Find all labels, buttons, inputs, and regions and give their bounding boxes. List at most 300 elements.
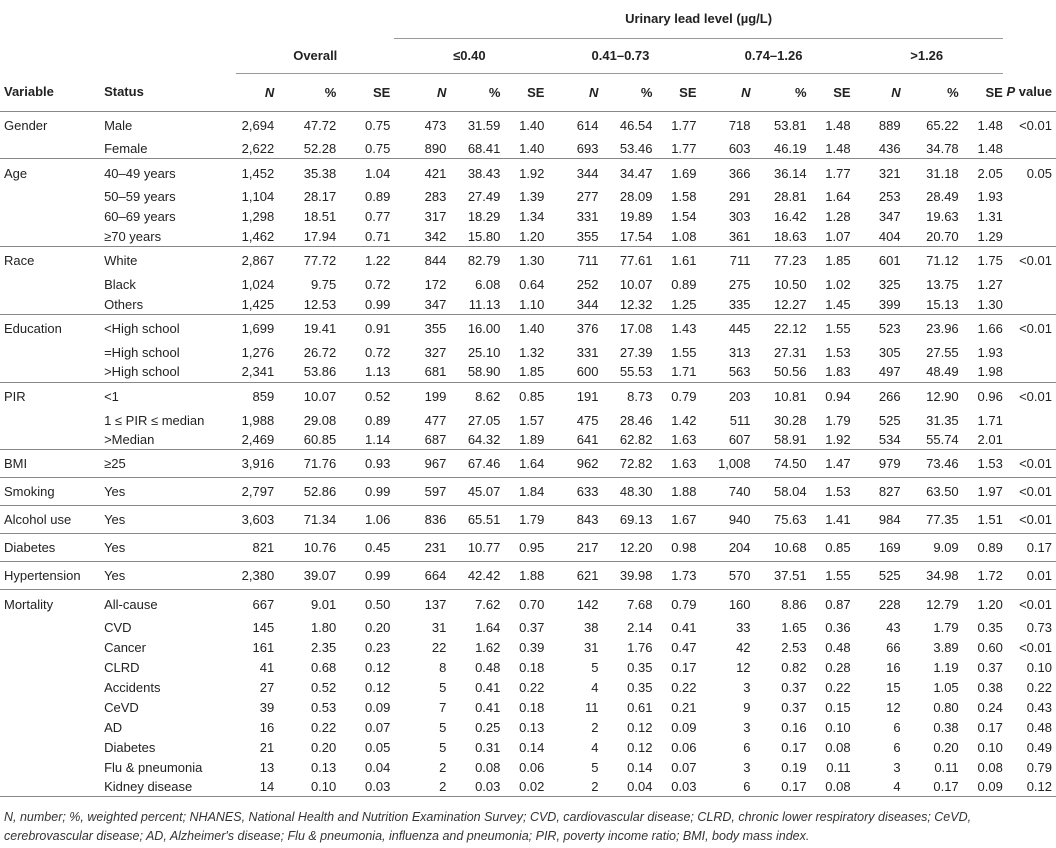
value-cell: 0.91: [336, 314, 394, 342]
value-cell: 2,341: [241, 364, 275, 380]
table-row: [0, 294, 1056, 314]
value-cell: 10.07: [619, 277, 653, 292]
value-cell: 38.43: [446, 159, 500, 187]
value-cell: 4: [591, 680, 599, 696]
value-cell: 9.01: [274, 590, 336, 618]
value-cell: 601: [851, 247, 901, 275]
p-value-cell: 0.12: [1003, 777, 1056, 797]
p-value-col-header: P value: [1006, 84, 1052, 100]
table-row: [0, 590, 1056, 618]
value-cell: 436: [878, 141, 901, 157]
value-cell: 1.06: [336, 506, 394, 534]
value-cell: 73.46: [901, 450, 959, 478]
value-cell: 8: [439, 660, 447, 676]
value-cell: 1.73: [652, 562, 696, 590]
value-cell: 0.22: [310, 719, 337, 735]
value-cell: 0.22: [825, 680, 851, 696]
value-cell: 1.92: [825, 432, 851, 448]
value-cell: 1,699: [236, 314, 274, 342]
value-cell: 28.09: [619, 189, 653, 205]
variable-cell: PIR: [0, 382, 104, 410]
value-cell: 0.09: [671, 719, 697, 735]
value-cell: 22.12: [751, 314, 807, 342]
value-cell: 0.12: [627, 719, 653, 735]
value-cell: 0.24: [977, 699, 1003, 715]
value-cell: 58.91: [774, 432, 807, 448]
variable-cell: BMI: [0, 450, 104, 478]
value-cell: 27.31: [774, 344, 807, 360]
value-cell: 1,276: [241, 344, 275, 360]
value-cell: 0.85: [500, 382, 544, 410]
value-cell: 0.94: [807, 382, 851, 410]
table-row: [0, 562, 1056, 590]
value-cell: 0.99: [365, 296, 391, 312]
value-cell: 347: [424, 296, 447, 312]
value-cell: 0.28: [825, 660, 851, 676]
value-cell: 0.89: [671, 277, 697, 292]
value-cell: 1.42: [671, 412, 697, 428]
variable-cell: [0, 275, 104, 295]
status-cell: Diabetes: [104, 739, 156, 755]
table-body: [0, 111, 1056, 797]
value-cell: 1.31: [977, 209, 1003, 225]
status-cell: CLRD: [104, 660, 140, 676]
value-cell: 0.13: [310, 759, 337, 775]
p-value-cell: [1003, 430, 1056, 450]
value-cell: 327: [424, 344, 447, 360]
value-cell: 2,694: [241, 117, 275, 133]
value-cell: 1.85: [807, 247, 851, 275]
status-cell: 60–69 years: [104, 209, 176, 225]
value-cell: 511: [729, 412, 751, 428]
value-cell: 0.89: [959, 534, 1003, 562]
p-value-cell: [1003, 187, 1056, 207]
value-cell: 1,008: [697, 450, 751, 478]
status-cell: CeVD: [104, 699, 139, 715]
value-cell: 621: [544, 562, 598, 590]
se-col-header: SE: [679, 84, 697, 100]
value-cell: 27.39: [619, 344, 653, 360]
value-cell: 9.75: [310, 277, 337, 292]
value-cell: 23.96: [901, 314, 959, 342]
p-value-cell: [1003, 410, 1056, 430]
value-cell: 1.88: [652, 478, 696, 506]
value-cell: 231: [394, 534, 446, 562]
value-cell: 161: [252, 640, 275, 656]
value-cell: 8.73: [598, 382, 652, 410]
table-row: [0, 450, 1056, 478]
variable-col-header: Variable: [4, 84, 54, 100]
value-cell: 0.31: [475, 739, 501, 755]
value-cell: 27: [259, 680, 275, 696]
value-cell: 3: [743, 759, 751, 775]
status-cell: White: [104, 247, 236, 275]
value-cell: 1.88: [500, 562, 544, 590]
p-value-cell: [1003, 139, 1056, 159]
value-cell: 0.03: [336, 777, 394, 797]
variable-cell: [0, 187, 104, 207]
value-cell: 1,988: [241, 412, 275, 428]
value-cell: 0.17: [751, 777, 807, 797]
value-cell: 17.08: [598, 314, 652, 342]
value-cell: 253: [878, 189, 901, 205]
value-cell: 64.32: [467, 432, 501, 448]
value-cell: 303: [728, 209, 751, 225]
value-cell: 1.93: [977, 344, 1003, 360]
value-cell: 38: [583, 620, 599, 636]
value-cell: 3,603: [236, 506, 274, 534]
value-cell: 1.22: [336, 247, 394, 275]
value-cell: 2.35: [310, 640, 337, 656]
value-cell: 1.80: [310, 620, 337, 636]
value-cell: 31: [431, 620, 447, 636]
variable-cell: [0, 737, 104, 757]
value-cell: 8.86: [751, 590, 807, 618]
value-cell: 1.47: [807, 450, 851, 478]
value-cell: 7.62: [446, 590, 500, 618]
value-cell: 0.68: [310, 660, 337, 676]
variable-cell: Alcohol use: [0, 506, 104, 534]
variable-cell: [0, 342, 104, 362]
p-value-cell: <0.01: [1003, 247, 1056, 275]
value-cell: 27.05: [467, 412, 501, 428]
value-cell: 0.47: [671, 640, 697, 656]
status-col-header: Status: [104, 84, 144, 100]
value-cell: 1.71: [977, 412, 1003, 428]
value-cell: 967: [394, 450, 446, 478]
value-cell: 39: [259, 699, 275, 715]
value-cell: 53.81: [774, 117, 807, 133]
value-cell: 1,462: [241, 228, 275, 244]
value-cell: 2.01: [977, 432, 1003, 448]
status-cell: Yes: [104, 534, 236, 562]
value-cell: 0.12: [627, 739, 653, 755]
value-cell: 10.77: [446, 534, 500, 562]
value-cell: 42.42: [446, 562, 500, 590]
value-cell: 2: [591, 719, 599, 735]
value-cell: 1.48: [825, 117, 851, 133]
table-row: [0, 478, 1056, 506]
table-row: [0, 430, 1056, 450]
n-col-header: N: [436, 84, 447, 100]
value-cell: 1.28: [825, 209, 851, 225]
value-cell: 13.75: [926, 277, 959, 292]
value-cell: 4: [851, 777, 901, 797]
value-cell: 0.19: [781, 759, 807, 775]
value-cell: 65.22: [926, 117, 959, 133]
value-cell: 12: [736, 660, 751, 676]
status-cell: <High school: [104, 314, 236, 342]
value-cell: 0.37: [977, 660, 1003, 676]
value-cell: 0.22: [519, 680, 545, 696]
value-cell: 0.61: [627, 699, 653, 715]
value-cell: 1.45: [825, 296, 851, 312]
value-cell: 19.41: [274, 314, 336, 342]
value-cell: 711: [697, 247, 751, 275]
value-cell: 27.55: [926, 344, 959, 360]
table-row: [0, 757, 1056, 777]
value-cell: 473: [424, 117, 447, 133]
value-cell: 1.41: [807, 506, 851, 534]
value-cell: 33: [736, 620, 751, 636]
value-cell: 47.72: [303, 117, 337, 133]
p-value-cell: <0.01: [1003, 314, 1056, 342]
value-cell: 142: [544, 590, 598, 618]
value-cell: 1.61: [652, 247, 696, 275]
status-cell: Flu & pneumonia: [104, 759, 203, 775]
value-cell: 0.82: [781, 660, 807, 676]
pct-col-header: %: [947, 84, 959, 100]
value-cell: 335: [728, 296, 751, 312]
value-cell: 1,024: [241, 277, 275, 292]
value-cell: 979: [851, 450, 901, 478]
value-cell: 0.04: [598, 777, 652, 797]
header-row-subgroups: [0, 38, 1056, 73]
variable-cell: [0, 717, 104, 737]
value-cell: 0.13: [519, 719, 545, 735]
value-cell: 3: [743, 719, 751, 735]
value-cell: 0.37: [781, 680, 807, 696]
value-cell: 0.21: [671, 699, 697, 715]
value-cell: 2: [394, 777, 446, 797]
value-cell: 1.63: [671, 432, 697, 448]
p-value-cell: 0.43: [1026, 699, 1052, 715]
value-cell: 2.53: [781, 640, 807, 656]
table-row: [0, 207, 1056, 227]
value-cell: 1.04: [336, 159, 394, 187]
value-cell: 890: [424, 141, 447, 157]
variable-cell: Hypertension: [0, 562, 104, 590]
value-cell: 6: [893, 739, 901, 755]
value-cell: 71.12: [901, 247, 959, 275]
value-cell: 607: [728, 432, 751, 448]
value-cell: 10.68: [751, 534, 807, 562]
value-cell: 0.20: [365, 620, 391, 636]
value-cell: 27.49: [467, 189, 501, 205]
value-cell: 50.56: [774, 364, 807, 380]
value-cell: 2,380: [236, 562, 274, 590]
value-cell: 0.11: [934, 759, 959, 775]
table-row: [0, 717, 1056, 737]
value-cell: 711: [544, 247, 598, 275]
value-cell: 331: [576, 344, 599, 360]
value-cell: 252: [576, 277, 599, 292]
value-cell: 5: [439, 739, 447, 755]
value-cell: 1.77: [807, 159, 851, 187]
value-cell: 563: [728, 364, 751, 380]
value-cell: 4: [591, 739, 599, 755]
value-cell: 69.13: [598, 506, 652, 534]
p-value-cell: 0.73: [1026, 620, 1052, 636]
value-cell: 0.14: [627, 759, 653, 775]
status-cell: <1: [104, 382, 236, 410]
value-cell: 2: [439, 759, 447, 775]
value-cell: 77.35: [901, 506, 959, 534]
value-cell: 17.94: [303, 228, 337, 244]
value-cell: 305: [878, 344, 901, 360]
value-cell: 1.25: [671, 296, 697, 312]
value-cell: 827: [851, 478, 901, 506]
p-value-cell: [1003, 342, 1056, 362]
value-cell: 445: [697, 314, 751, 342]
value-cell: 25.10: [467, 344, 501, 360]
value-cell: 0.05: [365, 739, 391, 755]
p-value-cell: [1003, 294, 1056, 314]
value-cell: 58.90: [467, 364, 501, 380]
n-col-header: N: [264, 84, 275, 100]
value-cell: 28.17: [303, 189, 337, 205]
value-cell: 1.48: [977, 141, 1003, 157]
value-cell: 0.72: [365, 277, 391, 292]
value-cell: 1.32: [519, 344, 545, 360]
value-cell: 46.19: [774, 141, 807, 157]
value-cell: 0.41: [671, 620, 697, 636]
value-cell: 12.32: [619, 296, 653, 312]
value-cell: 1.20: [959, 590, 1003, 618]
value-cell: 39.07: [274, 562, 336, 590]
se-col-header: SE: [833, 84, 851, 100]
value-cell: 137: [394, 590, 446, 618]
variable-cell: Race: [0, 247, 104, 275]
value-cell: 26.72: [303, 344, 337, 360]
value-cell: 10.50: [774, 277, 807, 292]
value-cell: 145: [252, 620, 275, 636]
value-cell: 28.81: [774, 189, 807, 205]
status-cell: Others: [104, 296, 144, 312]
value-cell: 1.77: [671, 117, 697, 133]
table-row: [0, 139, 1056, 159]
status-cell: All-cause: [104, 590, 236, 618]
value-cell: 0.17: [671, 660, 697, 676]
value-cell: 3: [893, 759, 901, 775]
value-cell: 71.76: [274, 450, 336, 478]
value-cell: 399: [878, 296, 901, 312]
value-cell: 1.53: [807, 478, 851, 506]
status-cell: 50–59 years: [104, 189, 176, 205]
value-cell: 0.99: [336, 478, 394, 506]
value-cell: 0.75: [365, 141, 391, 157]
status-cell: Yes: [104, 506, 236, 534]
value-cell: 217: [544, 534, 598, 562]
table-row: [0, 638, 1056, 658]
table-footnote: N, number; %, weighted percent; NHANES, National Health and Nutrition Examination Survey; CVD, cardiovascular disease; CLRD, chronic lower respiratory diseases; CeVD, cerebrovascular disease; AD, Alzheimer's disease; Flu & pneumonia, influenza and pneumonia; PIR, poverty income ratio; BMI, body mass index.: [4, 810, 972, 843]
value-cell: 60.85: [303, 432, 337, 448]
value-cell: 0.09: [365, 699, 391, 715]
value-cell: 344: [544, 159, 598, 187]
status-cell: Yes: [104, 562, 236, 590]
value-cell: 0.14: [519, 739, 545, 755]
value-cell: 366: [697, 159, 751, 187]
value-cell: 1.48: [825, 141, 851, 157]
value-cell: 0.08: [825, 739, 851, 755]
value-cell: 11: [584, 699, 599, 715]
status-cell: >High school: [104, 364, 180, 380]
pct-col-header: %: [324, 84, 337, 100]
value-cell: 1.02: [825, 277, 851, 292]
value-cell: 313: [728, 344, 751, 360]
value-cell: 0.98: [652, 534, 696, 562]
value-cell: 1.40: [519, 141, 545, 157]
n-col-header: N: [741, 84, 751, 100]
value-cell: 0.41: [475, 680, 501, 696]
value-cell: 0.80: [933, 699, 959, 715]
table-row: [0, 275, 1056, 295]
value-cell: 361: [728, 228, 751, 244]
value-cell: 376: [544, 314, 598, 342]
p-value-cell: <0.01: [1019, 117, 1052, 133]
variable-cell: [0, 697, 104, 717]
value-cell: 1.62: [475, 640, 501, 656]
value-cell: 1.14: [365, 432, 391, 448]
value-cell: 0.48: [825, 640, 851, 656]
table-row: [0, 658, 1056, 678]
value-cell: 331: [576, 209, 599, 225]
value-cell: 1.05: [933, 680, 959, 696]
value-cell: 10.81: [751, 382, 807, 410]
value-cell: 342: [424, 228, 447, 244]
value-cell: 0.64: [519, 277, 545, 292]
value-cell: 0.09: [959, 777, 1003, 797]
se-col-header: SE: [527, 84, 545, 100]
p-value-cell: <0.01: [1003, 382, 1056, 410]
value-cell: 1.27: [977, 277, 1003, 292]
value-cell: 0.71: [365, 228, 391, 244]
value-cell: 0.37: [781, 699, 807, 715]
value-cell: 1.84: [500, 478, 544, 506]
value-cell: 34.98: [901, 562, 959, 590]
value-cell: 1.10: [519, 296, 545, 312]
value-cell: 58.04: [751, 478, 807, 506]
urinary-lead-header: Urinary lead level (µg/L): [394, 0, 1003, 38]
value-cell: 14: [236, 777, 274, 797]
value-cell: 17.54: [619, 228, 653, 244]
table-row: [0, 506, 1056, 534]
value-cell: 7.68: [598, 590, 652, 618]
value-cell: 46.54: [619, 117, 653, 133]
value-cell: 160: [697, 590, 751, 618]
value-cell: 1.83: [825, 364, 851, 380]
value-cell: 16: [886, 660, 901, 676]
variable-cell: Gender: [4, 117, 48, 133]
value-cell: 15: [886, 680, 901, 696]
value-cell: 11.13: [468, 296, 501, 312]
table-row: [0, 159, 1056, 187]
value-cell: 35.38: [274, 159, 336, 187]
value-cell: 37.51: [751, 562, 807, 590]
value-cell: 1.54: [671, 209, 697, 225]
value-cell: 1.64: [500, 450, 544, 478]
value-cell: 0.17: [781, 739, 807, 755]
value-cell: 0.20: [933, 739, 959, 755]
value-cell: 52.86: [274, 478, 336, 506]
value-cell: 74.50: [751, 450, 807, 478]
value-cell: 0.12: [365, 680, 391, 696]
value-cell: 0.10: [825, 719, 851, 735]
group-header-2: 0.41–0.73: [544, 38, 696, 73]
value-cell: 13: [259, 759, 275, 775]
value-cell: 2,867: [236, 247, 274, 275]
value-cell: 1.65: [781, 620, 807, 636]
variable-cell: [0, 430, 104, 450]
status-cell: 1 ≤ PIR ≤ median: [104, 412, 205, 428]
value-cell: 0.52: [336, 382, 394, 410]
value-cell: 275: [728, 277, 751, 292]
status-cell: 40–49 years: [104, 159, 236, 187]
value-cell: 1.76: [627, 640, 653, 656]
value-cell: 0.03: [652, 777, 696, 797]
table-row: [0, 342, 1056, 362]
value-cell: 3: [743, 680, 751, 696]
